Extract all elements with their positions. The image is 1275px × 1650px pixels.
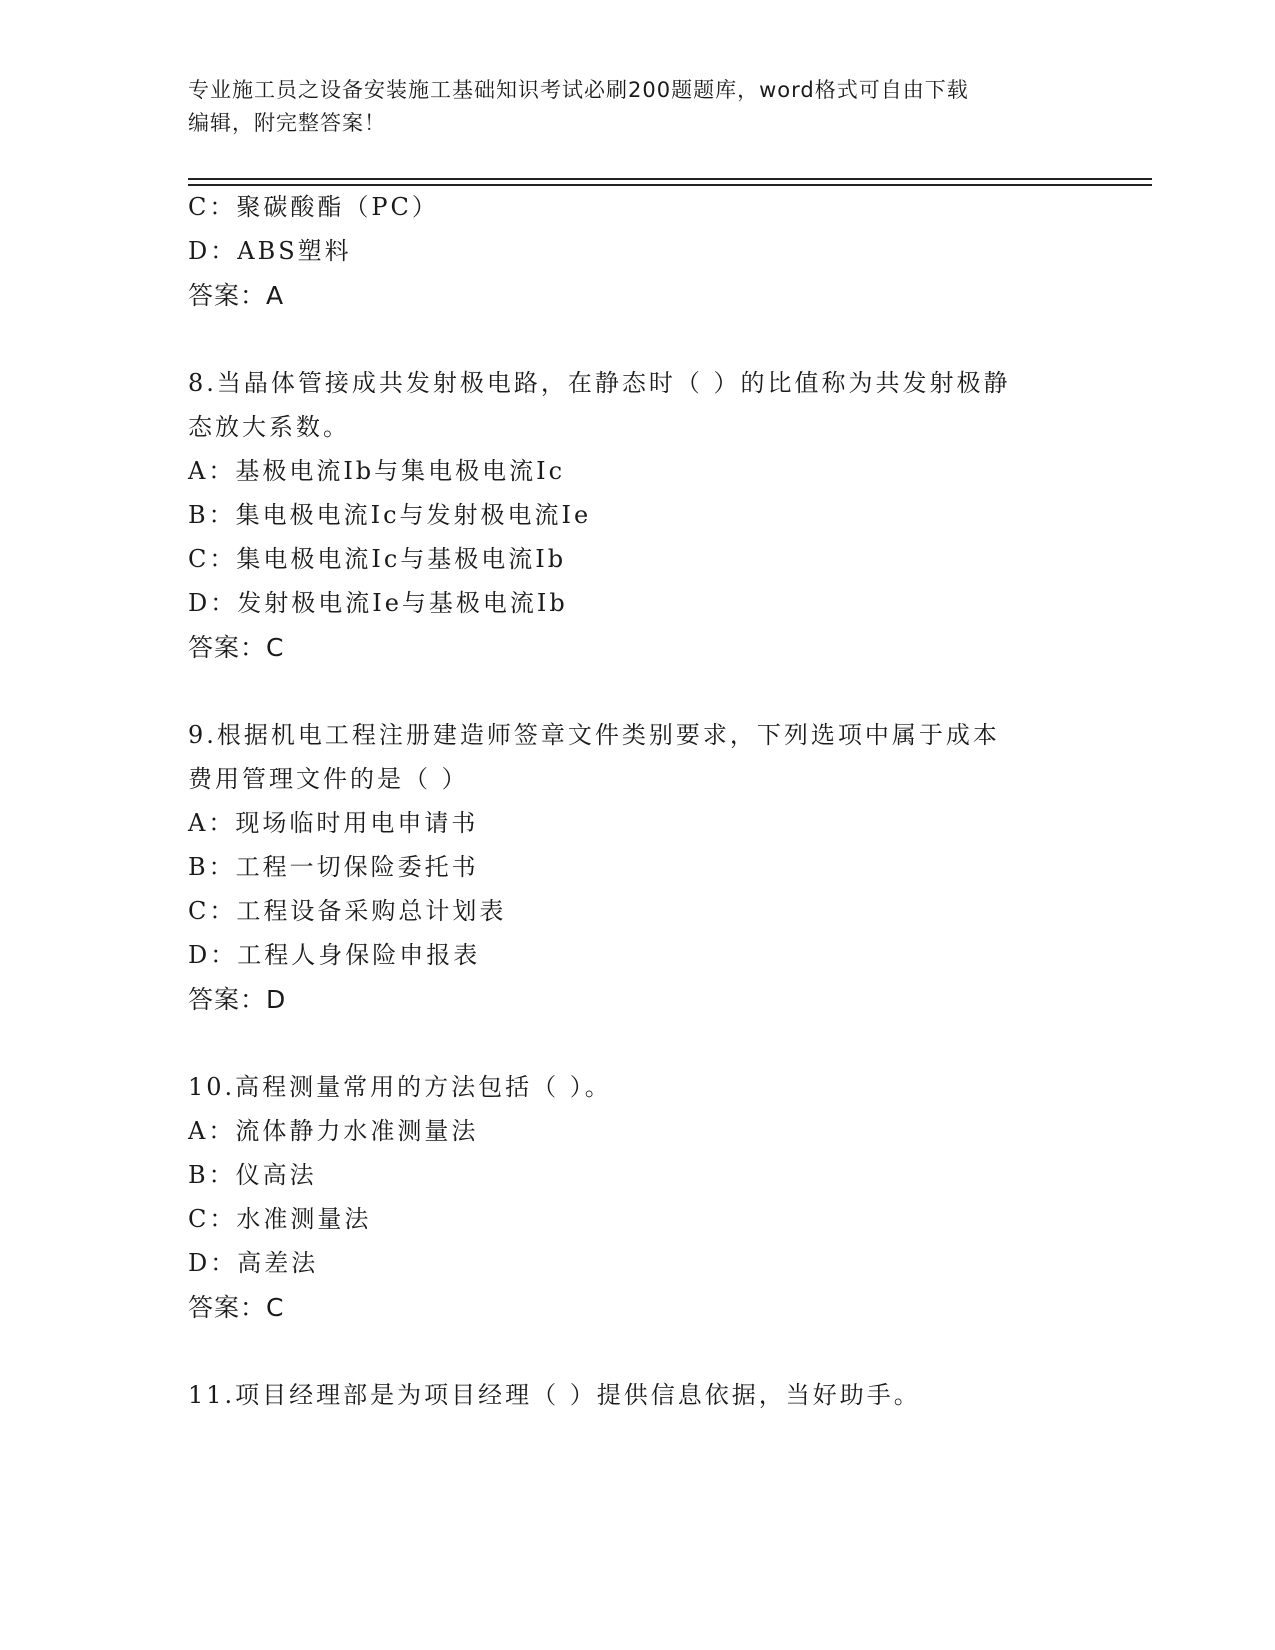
q8-option-a: A：基极电流Ib与集电极电流Ic [188,457,566,485]
q9-option-b: B：工程一切保险委托书 [188,853,479,881]
q8-option-c: C：集电极电流Ic与基极电流Ib [188,545,567,573]
q10-stem-line-1: 10.高程测量常用的方法包括（ ）。 [188,1073,612,1101]
q9-option-a: A：现场临时用电申请书 [188,809,479,837]
q11-stem-line-1: 11.项目经理部是为项目经理（ ）提供信息依据，当好助手。 [188,1381,921,1409]
q8-stem-line-2: 态放大系数。 [188,413,350,441]
q9-stem-line-2: 费用管理文件的是（ ） [188,765,469,793]
header-line-2: 编辑，附完整答案！ [188,111,386,135]
q10-option-c: C：水准测量法 [188,1205,372,1233]
q8-stem-line-1: 8.当晶体管接成共发射极电路，在静态时（ ）的比值称为共发射极静 [188,369,1011,397]
q7-answer: 答案：A [188,281,285,310]
q7-option-d: D：ABS塑料 [188,237,352,265]
q9-answer: 答案：D [188,985,287,1014]
q9-stem-line-1: 9.根据机电工程注册建造师签章文件类别要求，下列选项中属于成本 [188,721,1000,749]
q8-answer: 答案：C [188,633,285,662]
q8-option-d: D：发射极电流Ie与基极电流Ib [188,589,568,617]
q7-option-c: C：聚碳酸酯（PC） [188,193,439,221]
q10-option-a: A：流体静力水准测量法 [188,1117,479,1145]
header-divider-top [188,178,1152,180]
header-divider-bottom [188,184,1152,186]
q10-option-d: D：高差法 [188,1249,319,1277]
document-header [188,74,1088,140]
q9-option-d: D：工程人身保险申报表 [188,941,481,969]
q9-option-c: C：工程设备采购总计划表 [188,897,507,925]
q8-option-b: B：集电极电流Ic与发射极电流Ie [188,501,592,529]
header-line-1: 专业施工员之设备安装施工基础知识考试必刷200题题库，word格式可自由下载 [188,78,969,102]
q10-option-b: B：仪高法 [188,1161,317,1189]
q10-answer: 答案：C [188,1293,285,1322]
